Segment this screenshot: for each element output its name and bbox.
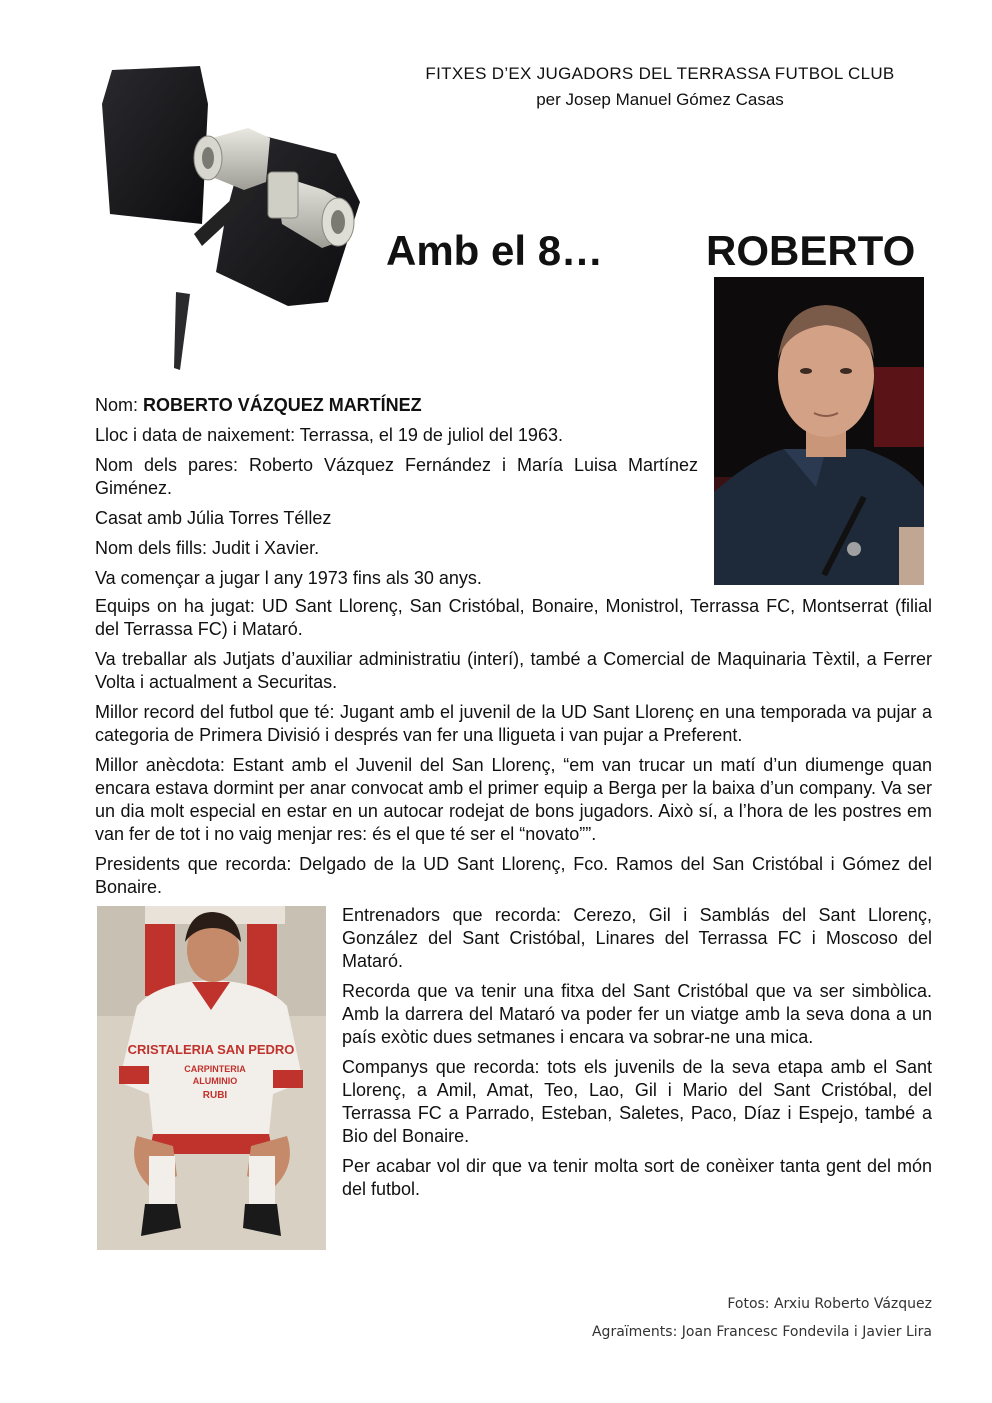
vintage-player-photo: [97, 906, 326, 1250]
jersey-sponsor-line3: ALUMINIO: [192, 1076, 238, 1086]
loudspeaker-illustration: [98, 64, 370, 372]
portrait-photo: [714, 277, 924, 585]
teams-paragraph: Equips on ha jugat: UD Sant Llorenç, San Cristóbal, Bonaire, Monistrol, Terrassa FC, Montserrat (filial del Terrassa FC) i Mataró.: [95, 596, 932, 639]
coaches-paragraph: Entrenadors que recorda: Cerezo, Gil i Samblás del Sant Llorenç, González del Sant Cristóbal, Linares del Terrassa FC i Moscoso del Mataró.: [342, 905, 932, 971]
pole: [174, 292, 190, 370]
player-full-name: ROBERTO VÁZQUEZ MARTÍNEZ: [143, 395, 422, 415]
card-paragraph: Recorda que va tenir una fitxa del Sant Cristóbal que va ser simbòlica. Amb la darrera del Mataró va poder fer un viatge amb la seva dona a un país exòtic dues setmanes i encara va sobrar-ne una mica.: [342, 981, 932, 1047]
jersey-sponsor-line4: RUBI: [202, 1090, 228, 1101]
profile-section: [95, 394, 698, 590]
anecdote-paragraph: Millor anècdota: Estant amb el Juvenil del San Llorenç, “em van trucar un matí d’un diumenge quan encara estava dormint per anar convocat amb el primer equip a Berga per la baixa d’un company. Va ser un dia molt especial en estar en un autocar rodejat de bons jugadors. Això sí, a l’hora de les postres em van fer de tot i no vaig menjar res: és el que té ser el “novato””.: [95, 755, 932, 844]
teammates-paragraph: Companys que recorda: tots els juvenils de la seva etapa amb el Sant Llorenç, a Amil, Amat, Teo, Lao, Gil i Mario del Sant Cristóbal, del Terrassa FC a Parrado, Esteban, Saletes, Paco, Díaz i Espejo, també a Bio del Bonaire.: [342, 1057, 932, 1146]
children-info: Nom dels fills: Judit i Xavier.: [95, 538, 320, 558]
best-record-paragraph: Millor record del futbol que té: Jugant amb el juvenil de la UD Sant Llorenç en una temporada va pujar a categoria de Primera Divisió i després van fer una lligueta i van pujar a Preferent.: [95, 702, 932, 745]
speaker-box-left: [102, 66, 208, 224]
parents-info: Nom dels pares: Roberto Vázquez Fernández i María Luisa Martínez Giménez.: [95, 455, 698, 498]
series-title: FITXES D’EX JUGADORS DEL TERRASSA FUTBOL CLUB: [425, 64, 895, 83]
jersey-sponsor-line1: CRISTALERIA SAN PEDRO: [127, 1042, 295, 1057]
headline-number: Amb el 8…: [386, 227, 604, 274]
headline-name: ROBERTO: [706, 227, 916, 274]
name-label: Nom:: [95, 395, 144, 415]
jersey-sponsor-line2: CARPINTERIA: [184, 1064, 246, 1074]
memories-section: [342, 904, 932, 1201]
acknowledgements: Agraïments: Joan Francesc Fondevila i Javier Lira: [591, 1324, 932, 1340]
spouse-info: Casat amb Júlia Torres Téllez: [95, 508, 332, 528]
birth-info: Lloc i data de naixement: Terrassa, el 19 de juliol del 1963.: [95, 425, 563, 445]
horn-driver: [268, 172, 298, 218]
name-line: [95, 394, 698, 417]
career-start-info: Va començar a jugar l any 1973 fins als 30 anys.: [95, 568, 482, 588]
work-paragraph: Va treballar als Jutjats d’auxiliar administratiu (interí), també a Comercial de Maquinaria Tèxtil, a Ferrer Volta i actualment a Securitas.: [95, 649, 932, 692]
career-section: [95, 595, 932, 899]
closing-paragraph: Per acabar vol dir que va tenir molta sort de conèixer tanta gent del món del futbol.: [342, 1156, 932, 1199]
presidents-paragraph: Presidents que recorda: Delgado de la UD Sant Llorenç, Fco. Ramos del San Cristóbal i Gómez del Bonaire.: [95, 854, 932, 897]
photo-credit: Fotos: Arxiu Roberto Vázquez: [727, 1296, 932, 1312]
author-line: per Josep Manuel Gómez Casas: [536, 90, 784, 109]
